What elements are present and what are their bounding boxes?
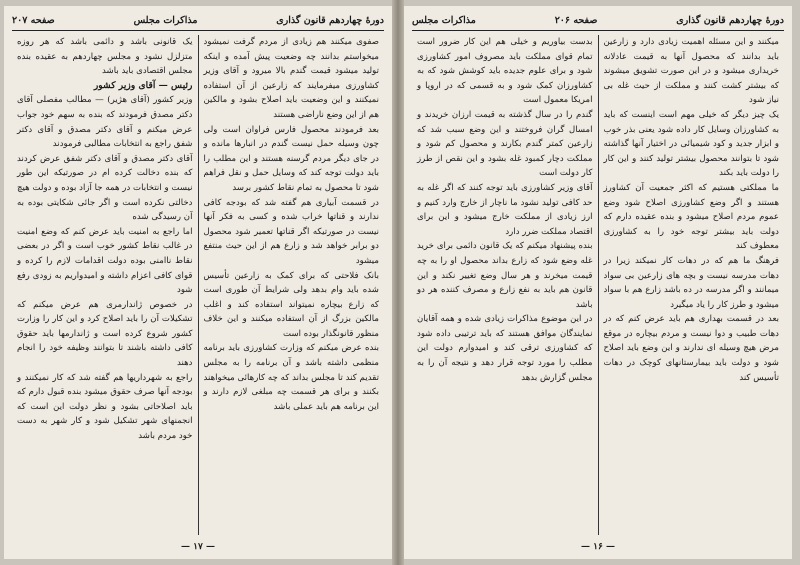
book-gutter xyxy=(392,0,404,565)
paragraph: بنده عرض میکنم که وزارت کشاورزی باید برنامه منظمی داشته باشد و آن برنامه را به مجلس تقدیم کند تا مجلس بداند که چه کارهائی میخواهند بکنند و برای هر قسمت چه مبلغی لازم دارند و این برنامه هم باید عملی باشد xyxy=(203,343,379,412)
speaker-heading: رئیس — آقای وزیر کشور xyxy=(93,79,193,91)
page-number: صفحه ۲۰۶ xyxy=(554,14,598,26)
page-number: صفحه ۲۰۷ xyxy=(12,14,55,26)
column-right xyxy=(599,35,785,535)
paragraph: در این موضوع مذاکرات زیادی شده و همه آقایان نمایندگان موافق هستند که باید ترتیبی داده شود که کشاورزی ترقی کند و امیدوارم دولت این مطلب را مورد توجه قرار دهد و نتیجه آن را به مجلس گزارش بدهد xyxy=(417,314,593,383)
column-left xyxy=(12,35,198,535)
paragraph: صفوی میکنند هم زیادی از مردم گرفت نمیشود میخواستم بدانند چه وضعیت پیش آمده و اینکه تولید میشود قیمت گندم بالا میرود و آقای وزیر کشاورزی میفرمایند که زارعین از آن استفاده نمیکنند و این وضعیت باید اصلاح بشود و مالکین هم از این وضع ناراضی هستند xyxy=(203,37,379,120)
paragraph: در خصوص ژاندارمری هم عرض میکنم که تشکیلات آن را باید اصلاح کرد و این کار را وزارت کشور شروع کرده است و ژاندارمها باید حقوق کافی داشته باشند تا بتوانند وظیفه خود را انجام دهند xyxy=(17,299,193,369)
column-divider xyxy=(598,35,599,535)
column-right xyxy=(199,35,385,535)
paragraph: وزیر کشور (آقای هژیر) — مطالب مفصلی آقای دکتر مصدق فرمودند که بنده به سهم خود جواب عرض میکنم و آقای دکتر مصدق و آقای دکتر شفق راجع به انتخابات مطالبی فرمودند xyxy=(17,95,193,150)
header-session: دورهٔ چهاردهم قانون گذاری xyxy=(676,14,784,26)
text-columns xyxy=(12,35,384,535)
paragraph: آقای وزیر کشاورزی باید توجه کنند که اگر غله به حد کافی تولید نشود ما ناچار از خارج وارد کنیم و ارز زیادی از مملکت خارج میشود و این برای اقتصاد مملکت ضرر دارد xyxy=(417,182,593,237)
header-session: دورهٔ چهاردهم قانون گذاری xyxy=(276,14,384,26)
column-divider xyxy=(198,35,199,535)
running-header xyxy=(12,12,384,28)
header-journal: مذاکرات مجلس xyxy=(412,14,476,26)
paragraph: آقای دکتر مصدق و آقای دکتر شفق عرض کردند که بنده دخالت کرده ام در صورتیکه این طور نیست و انتخابات در همه جا آزاد بوده و دولت هیچ دخالتی نکرده است و اگر جائی شکایتی بوده به آن رسیدگی شده xyxy=(17,153,193,223)
paragraph: بانک فلاحتی که برای کمک به زارعین تأسیس شده باید وام بدهد ولی شرایط آن طوری است که زارع بیچاره نمیتواند استفاده کند و اغلب مالکین بزرگ از آن استفاده میکنند و این خلاف منظور قانونگذار بوده است xyxy=(203,270,379,339)
running-header xyxy=(412,12,784,28)
paragraph: ما مملکتی هستیم که اکثر جمعیت آن کشاورز هستند و اگر وضع کشاورزی اصلاح شود وضع عموم مردم اصلاح میشود و بنده عقیده دارم که دولت باید بیشتر توجه خود را به کشاورزی معطوف کند xyxy=(603,182,779,252)
header-rule xyxy=(412,30,784,31)
paragraph: میکنند و این مسئله اهمیت زیادی دارد و زارعین باید بدانند که محصول آنها به قیمت عادلانه خریداری میشود و در این صورت تشویق میشوند که بیشتر کشت کنند و مملکت از حیث غله بی نیاز شود xyxy=(603,37,779,106)
paragraph: گندم را در سال گذشته به قیمت ارزان خریدند و امسال گران فروختند و این وضع سبب شد که زارعین کمتر گندم بکارند و محصول کم شود و مملکت دچار کمبود غله بشود و این نقص از طرز کار دولت است xyxy=(417,109,593,179)
paragraph: راجع به شهرداریها هم گفته شد که کار نمیکنند و بودجه آنها صرف حقوق میشود بنده قبول دارم که باید اصلاحاتی بشود و نظر دولت این است که انجمنهای شهر تشکیل شود و کار شهر به دست خود مردم باشد xyxy=(17,372,193,442)
paragraph: بعد در قسمت بهداری هم باید عرض کنم که در دهات طبیب و دوا نیست و مردم بیچاره در موقع مرض هیچ وسیله ای ندارند و این وضع باید اصلاح شود و دولت باید بیمارستانهای کوچک در دهات تأسیس کند xyxy=(603,314,779,383)
paragraph: اما راجع به امنیت باید عرض کنم که وضع امنیت در غالب نقاط کشور خوب است و اگر در بعضی نقاط ناامنی بوده دولت اقدامات لازم را کرده و قوای کافی اعزام داشته و امیدواریم به زودی رفع شود xyxy=(17,226,193,296)
paragraph: یک چیز دیگر که خیلی مهم است اینست که باید به کشاورزان وسایل کار داده شود یعنی بذر خوب و ابزار جدید و کود شیمیائی در اختیار آنها گذاشته شود تا بتوانند محصول بیشتر تولید کنند و این کار را دولت باید بکند xyxy=(603,109,779,179)
paragraph: بنده پیشنهاد میکنم که یک قانون دائمی برای خرید غله وضع شود که زارع بداند محصول او را به چه قیمت میخرند و هر سال وضع تغییر نکند و این قانون هم باید به نفع زارع و مصرف کننده هر دو باشد xyxy=(417,241,593,310)
header-journal: مذاکرات مجلس xyxy=(133,14,198,26)
left-page xyxy=(4,6,392,559)
paragraph: بعد فرمودند محصول فارس فراوان است ولی چون وسیله حمل نیست گندم در انبارها مانده و در جای دیگر مردم گرسنه هستند و این مطلب را باید دولت توجه کند که وسایل حمل و نقل فراهم شود تا محصول به تمام نقاط کشور برسد xyxy=(203,124,379,193)
right-page xyxy=(404,6,792,559)
header-rule xyxy=(12,30,384,31)
paragraph: یک قانونی باشد و دائمی باشد که هر روزه متزلزل نشود و مجلس چهاردهم به عقیده بنده مجلس اقتصادی باید باشد xyxy=(17,37,193,77)
page-footer: — ۱۶ — xyxy=(581,542,615,552)
column-left xyxy=(412,35,598,535)
paragraph: بدست بیاوریم و خیلی هم این کار ضرور است تمام قوای مملکت باید مصروف امور کشاورزی شود و برای علوم جدیده باید کوشش شود که به کشاورزان کمک شود و به قسمی که در اروپا و امریکا معمول است xyxy=(417,37,593,106)
text-columns xyxy=(412,35,784,535)
page-footer: — ۱۷ — xyxy=(181,542,215,552)
paragraph: در قسمت آبیاری هم گفته شد که بودجه کافی ندارند و قناتها خراب شده و کسی به فکر آنها نیست در صورتیکه اگر قناتها تعمیر شود محصول دو برابر خواهد شد و زارع هم از این حیث منتفع میشود xyxy=(203,197,379,266)
paragraph: فرهنگ ما هم که در دهات کار نمیکند زیرا در دهات مدرسه نیست و بچه های زارعین بی سواد میمانند و اگر مدرسه در ده باشد زارع هم با سواد میشود و طرز کار را یاد میگیرد xyxy=(603,255,779,310)
